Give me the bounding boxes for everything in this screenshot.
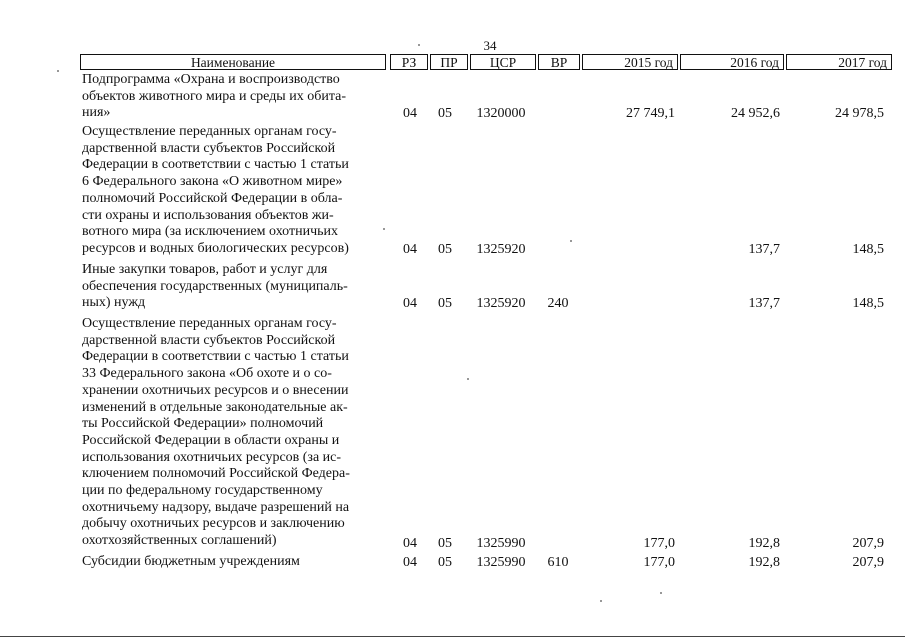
row-2015: 177,0 <box>643 555 675 571</box>
table-row <box>80 72 892 123</box>
header-name: Наименование <box>80 54 386 70</box>
row-csr: 1325920 <box>476 242 526 258</box>
row-2016: 192,8 <box>748 536 780 552</box>
row-pr: 05 <box>438 106 452 122</box>
table-header <box>80 54 892 72</box>
row-2016: 137,7 <box>748 242 780 258</box>
header-pr: ПР <box>430 54 468 70</box>
row-pr: 05 <box>438 242 452 258</box>
table-row <box>80 554 892 572</box>
scan-speck <box>418 44 420 46</box>
row-rz: 04 <box>403 242 417 258</box>
header-csr: ЦСР <box>470 54 536 70</box>
row-csr: 1325920 <box>476 296 526 312</box>
table-row <box>80 262 892 313</box>
scan-speck <box>467 378 469 380</box>
table-row <box>80 124 892 259</box>
row-2015: 177,0 <box>643 536 675 552</box>
row-csr: 1325990 <box>476 536 526 552</box>
row-2017: 24 978,5 <box>835 106 884 122</box>
row-name: Субсидии бюджетным учреждениям <box>82 554 300 569</box>
row-name: Иные закупки товаров, работ и услуг для обеспечения государственных (муниципаль- ных) нужд <box>82 262 348 311</box>
row-name: Осуществление переданных органам госу- дарственной власти субъектов Российской Федерации в соответствии с частью 1 статьи 33 Федерального закона «Об охоте и о со- хранении охотничьих ресурсов и о внесении изменений в отдельные законодательные ак- ты Российской Федерации» полномочий Российской Федерации в области охраны и использования охотничьих ресурсов (за ис- ключением полномочий Российской Федера- ции по федеральному государственному охотничьему надзору, выдаче разрешений на добычу охотничьих ресурсов и заключению охотхозяйственных соглашений) <box>82 316 350 549</box>
row-pr: 05 <box>438 296 452 312</box>
row-2017: 207,9 <box>852 536 884 552</box>
row-name: Осуществление переданных органам госу- дарственной власти субъектов Российской Федерации в соответствии с частью 1 статьи 6 Федерального закона «О животном мире» полномочий Российской Федерации в обла- сти охраны и использования объектов жи- вотного мира (за исключением охотничьих ресурсов и водных биологических ресурсов) <box>82 124 349 256</box>
row-csr: 1325990 <box>476 555 526 571</box>
row-pr: 05 <box>438 536 452 552</box>
scan-speck <box>600 600 602 602</box>
page-number: 34 <box>483 38 497 53</box>
header-2016: 2016 год <box>680 54 784 70</box>
row-2017: 148,5 <box>852 242 884 258</box>
scan-speck <box>57 70 59 72</box>
header-vr: ВР <box>538 54 580 70</box>
scan-speck <box>570 240 572 242</box>
header-2015: 2015 год <box>582 54 678 70</box>
row-2017: 148,5 <box>852 296 884 312</box>
row-name: Подпрограмма «Охрана и воспроизводство объектов животного мира и среды их обита- ния» <box>82 72 346 121</box>
row-2016: 137,7 <box>748 296 780 312</box>
row-vr: 240 <box>547 296 569 312</box>
header-2017: 2017 год <box>786 54 892 70</box>
header-rz: РЗ <box>390 54 428 70</box>
scan-speck <box>660 592 662 594</box>
row-rz: 04 <box>403 536 417 552</box>
row-rz: 04 <box>403 106 417 122</box>
row-vr: 610 <box>547 555 569 571</box>
table-row <box>80 316 892 553</box>
scan-speck <box>383 228 385 230</box>
row-rz: 04 <box>403 296 417 312</box>
scan-bottom-edge <box>0 636 905 637</box>
row-2015: 27 749,1 <box>626 106 675 122</box>
row-rz: 04 <box>403 555 417 571</box>
row-csr: 1320000 <box>476 106 526 122</box>
row-2017: 207,9 <box>852 555 884 571</box>
row-2016: 192,8 <box>748 555 780 571</box>
row-2016: 24 952,6 <box>731 106 780 122</box>
row-pr: 05 <box>438 555 452 571</box>
